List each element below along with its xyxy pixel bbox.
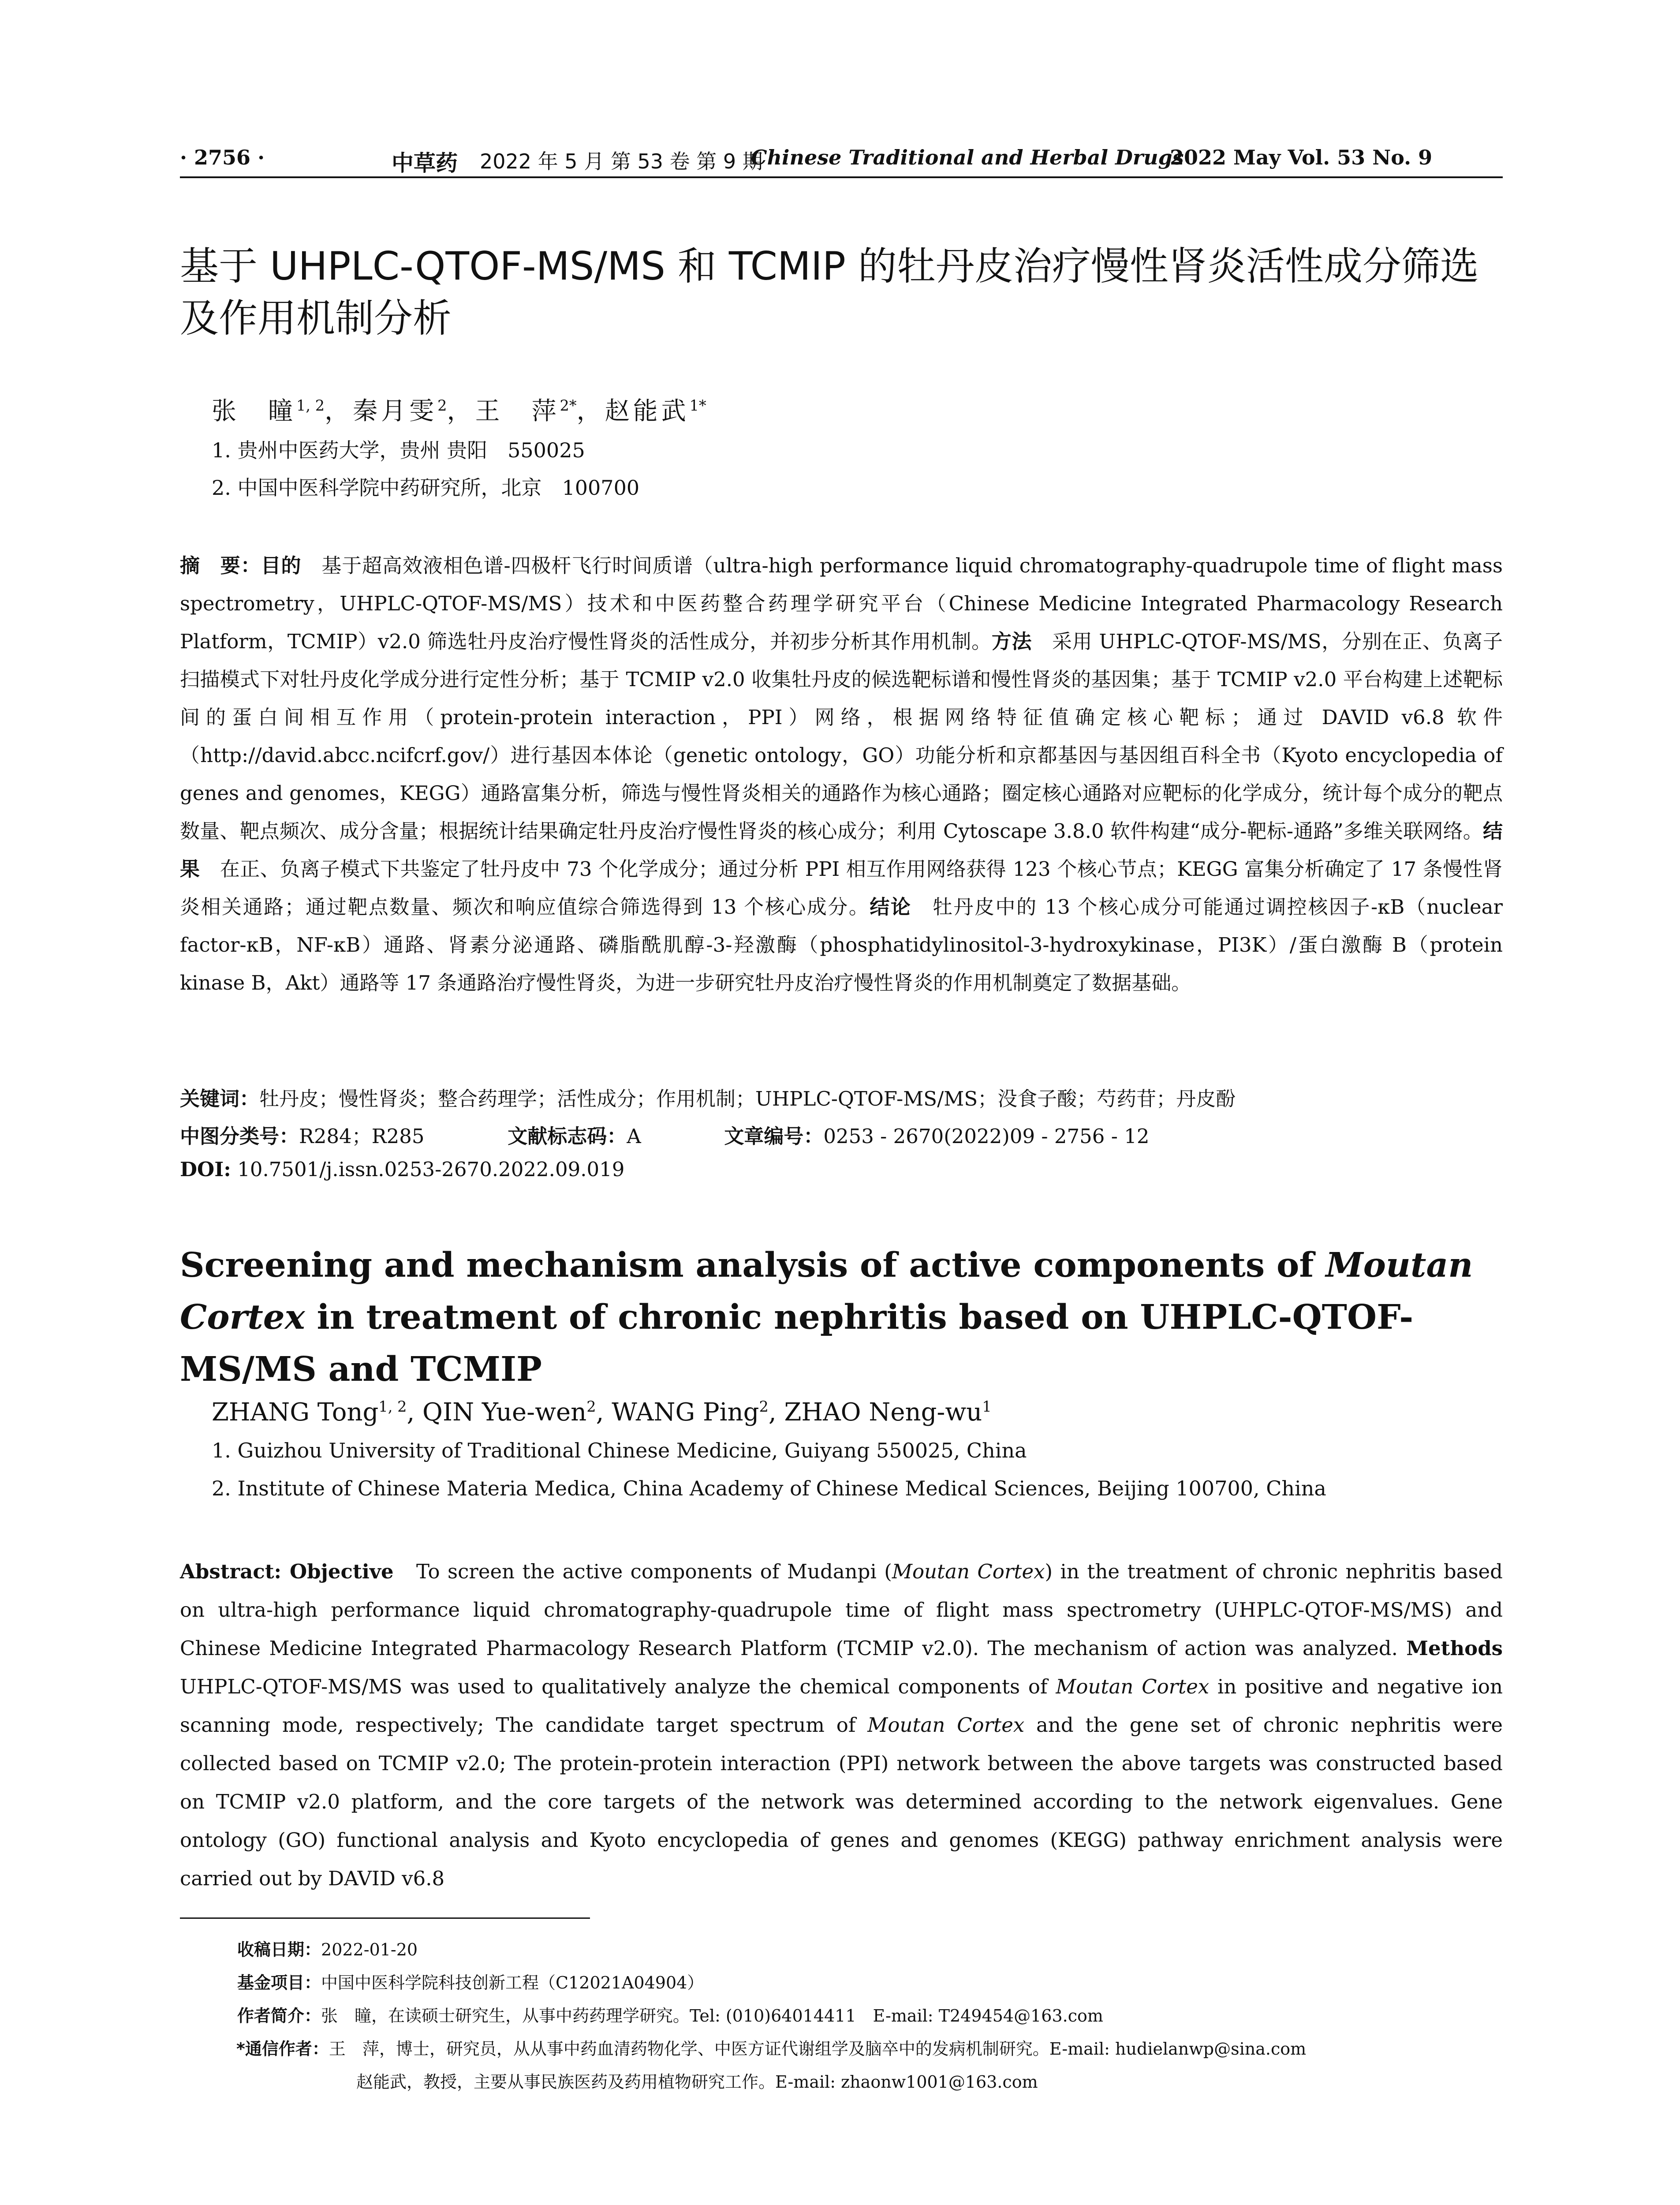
- conclusion-label: 结论: [870, 895, 912, 919]
- title-en-text: Screening and mechanism analysis of active components of: [180, 1245, 1326, 1285]
- author-name: ZHANG Tong: [212, 1398, 379, 1427]
- page-number: · 2756 ·: [180, 146, 265, 169]
- results-text: 在正、负离子模式下共鉴定了牡丹皮中 73 个化学成分；通过分析 PPI 相互作用网络获得 123 个核心节点；KEGG 富集分析确定了 17 条慢性肾炎相关通路；通过靶点数量、频次和响应值综合筛选得到 13 个核心成分。: [180, 857, 1503, 919]
- author-affil-sup: 1: [982, 1398, 992, 1415]
- abstract-en: [180, 1552, 1503, 1898]
- doc-code-label: 文献标志码：: [508, 1125, 627, 1148]
- footnote-corresponding: [236, 2035, 1306, 2059]
- italic-term: Moutan Cortex: [1056, 1675, 1210, 1698]
- footnote-label: 作者简介：: [237, 2006, 321, 2026]
- author-affil-sup: 1*: [689, 396, 706, 414]
- footnote-text: 中国中医科学院科技创新工程（C12021A04904）: [321, 1973, 704, 1992]
- objective-label: 目的: [261, 554, 302, 577]
- affiliation-en-1: 1. Guizhou University of Traditional Chinese Medicine, Guiyang 550025, China: [212, 1439, 1027, 1462]
- author-affil-sup: 1, 2: [378, 1398, 407, 1415]
- objective-text: 基于超高效液相色谱-四极杆飞行时间质谱（ultra-high performance liquid chromatography-quadrupole time of flight mass spectrometry，UHPLC-QTOF-MS/MS）技术和中医药整合药理学研究平台（Chinese Medicine Integrated Pharmacology Research Platform，TCMIP）v2.0 筛选牡丹皮治疗慢性肾炎的活性成分，并初步分析其作用机制。: [180, 554, 1503, 653]
- header-rule: [180, 176, 1503, 178]
- methods-label: 方法: [991, 630, 1032, 653]
- authors-cn: 张 瞳$^{1, 2}$，秦月雯$^2$，王 萍$^{2*}$，赵能武$^{1*}$: [212, 396, 706, 426]
- journal-name-cn: 中草药: [392, 150, 458, 176]
- paper-page: [180, 0, 1503, 2205]
- abstract-cn: [180, 547, 1503, 1002]
- abstract-label: 摘 要：: [180, 554, 261, 577]
- italic-term: Moutan Cortex: [892, 1560, 1045, 1583]
- methods-en-text: in positive and negative ion scanning mode, respectively; The candidate target spectrum of: [180, 1675, 1503, 1737]
- clc-label: 中图分类号：: [180, 1125, 299, 1148]
- methods-en-text: UHPLC-QTOF-MS/MS was used to qualitatively analyze the chemical components of: [180, 1675, 1056, 1698]
- author-affil-sup: 2: [586, 1398, 596, 1415]
- conclusion-text: 牡丹皮中的 13 个核心成分可能通过调控核因子-κB（nuclear factor-κB，NF-κB）通路、肾素分泌通路、磷脂酰肌醇-3-羟激酶（phosphatidylinositol-3-hydroxykinase，PI3K）/蛋白激酶 B（protein kinase B，Akt）通路等 17 条通路治疗慢性肾炎，为进一步研究牡丹皮治疗慢性肾炎的作用机制奠定了数据基础。: [180, 895, 1503, 994]
- footnote-text: 张 瞳，在读硕士研究生，从事中药药理学研究。Tel: (010)64014411 E-mail: T249454@163.com: [321, 2006, 1103, 2026]
- keywords-cn: [180, 1083, 1236, 1111]
- title-en-italic: Moutan Cortex: [180, 1245, 1473, 1337]
- doi-value: 10.7501/j.issn.0253-2670.2022.09.019: [237, 1158, 625, 1181]
- author-name: 王 萍: [475, 397, 560, 426]
- classification-line: [180, 1120, 1150, 1149]
- footnote-received: [237, 1936, 418, 1960]
- affiliation-cn-1: 1. 贵州中医药大学，贵州 贵阳 550025: [212, 438, 585, 462]
- footnote-text: 2022-01-20: [321, 1940, 418, 1959]
- footnote-rule: [180, 1917, 590, 1919]
- footnote-fund: [237, 1969, 704, 1993]
- author-name: 赵能武: [605, 397, 690, 426]
- issue-cn: 2022 年 5 月 第 53 卷 第 9 期: [480, 149, 763, 173]
- author-affil-sup: 1, 2: [296, 396, 325, 414]
- article-no-label: 文章编号：: [724, 1125, 824, 1148]
- doi-line: [180, 1158, 624, 1181]
- author-name: , ZHAO Neng-wu: [768, 1398, 982, 1427]
- title-cn: 基于 UHPLC-QTOF-MS/MS 和 TCMIP 的牡丹皮治疗慢性肾炎活性成分筛选及作用机制分析: [180, 243, 1479, 341]
- author-affil-sup: 2*: [560, 396, 577, 414]
- authors-en: [212, 1398, 992, 1427]
- methods-en-label: Methods: [1406, 1637, 1503, 1660]
- author-name: , WANG Ping: [596, 1398, 759, 1427]
- keywords-label: 关键词：: [180, 1087, 260, 1110]
- author-name: 秦月雯: [353, 397, 438, 426]
- footnote-text: 王 萍，博士，研究员，从从事中药血清药物化学、中医方证代谢组学及脑卒中的发病机制研究。E-mail: hudielanwp@sina.com: [329, 2039, 1307, 2059]
- issue-en: 2022 May Vol. 53 No. 9: [1170, 146, 1433, 169]
- journal-name-en: Chinese Traditional and Herbal Drugs: [751, 146, 1184, 169]
- doi-label: DOI:: [180, 1158, 231, 1181]
- author-name: , QIN Yue-wen: [407, 1398, 587, 1427]
- footnote-author: [237, 2002, 1103, 2026]
- footnote-label: 基金项目：: [237, 1973, 321, 1992]
- article-no-value: 0253 - 2670(2022)09 - 2756 - 12: [823, 1125, 1150, 1148]
- keywords-text: 牡丹皮；慢性肾炎；整合药理学；活性成分；作用机制；UHPLC-QTOF-MS/MS；没食子酸；芍药苷；丹皮酚: [259, 1087, 1236, 1110]
- italic-term: Moutan Cortex: [867, 1713, 1025, 1737]
- methods-text: 采用 UHPLC-QTOF-MS/MS，分别在正、负离子扫描模式下对牡丹皮化学成分进行定性分析；基于 TCMIP v2.0 收集牡丹皮的候选靶标谱和慢性肾炎的基因集；基于 TCMIP v2.0 平台构建上述靶标间的蛋白间相互作用（protein-protein interaction，PPI）网络，根据网络特征值确定核心靶标；通过 DAVID v6.8 软件（http://david.abcc.ncifcrf.gov/）进行基因本体论（genetic ontology，GO）功能分析和京都基因与基因组百科全书（Kyoto encyclopedia of genes and genomes，KEGG）通路富集分析，筛选与慢性肾炎相关的通路作为核心通路；圈定核心通路对应靶标的化学成分，统计每个成分的靶点数量、靶点频次、成分含量；根据统计结果确定牡丹皮治疗慢性肾炎的核心成分；利用 Cytoscape 3.8.0 软件构建“成分-靶标-通路”多维关联网络。: [180, 630, 1503, 843]
- doc-code-value: A: [627, 1125, 641, 1148]
- footnote-label: 收稿日期：: [237, 1940, 321, 1959]
- author-name: 张 瞳: [212, 397, 296, 426]
- footnote-corresponding-2: 赵能武，教授，主要从事民族医药及药用植物研究工作。E-mail: zhaonw1001@163.com: [356, 2072, 1038, 2092]
- objective-en-text: ) in the treatment of chronic nephritis based on ultra-high performance liquid chromatography-quadrupole time of flight mass spectrometry (UHPLC-QTOF-MS/MS) and Chinese Medicine Integrated Pharmacology Research Platform (TCMIP v2.0). The mechanism of action was analyzed.: [180, 1560, 1503, 1660]
- footnote-label: *通信作者：: [236, 2039, 329, 2059]
- objective-en-text: To screen the active components of Mudanpi (: [416, 1560, 892, 1583]
- author-affil-sup: 2: [759, 1398, 769, 1415]
- title-en: [180, 1239, 1503, 1395]
- affiliation-en-2: 2. Institute of Chinese Materia Medica, China Academy of Chinese Medical Sciences, Beijing 100700, China: [212, 1476, 1326, 1500]
- clc-value: R284；R285: [299, 1125, 425, 1148]
- methods-en-text: and the gene set of chronic nephritis were collected based on TCMIP v2.0; The protein-protein interaction (PPI) network between the above targets was constructed based on TCMIP v2.0 platform, and the core targets of the network was determined according to the network eigenvalues. Gene ontology (GO) functional analysis and Kyoto encyclopedia of genes and genomes (KEGG) pathway enrichment analysis were carried out by DAVID v6.8: [180, 1713, 1503, 1890]
- abstract-en-label: Abstract: Objective: [180, 1560, 394, 1583]
- author-affil-sup: 2: [437, 396, 447, 414]
- title-en-text: in treatment of chronic nephritis based on UHPLC-QTOF-MS/MS and TCMIP: [180, 1297, 1414, 1389]
- affiliation-cn-2: 2. 中国中医科学院中药研究所，北京 100700: [212, 476, 640, 500]
- results-label: 结果: [180, 819, 1503, 881]
